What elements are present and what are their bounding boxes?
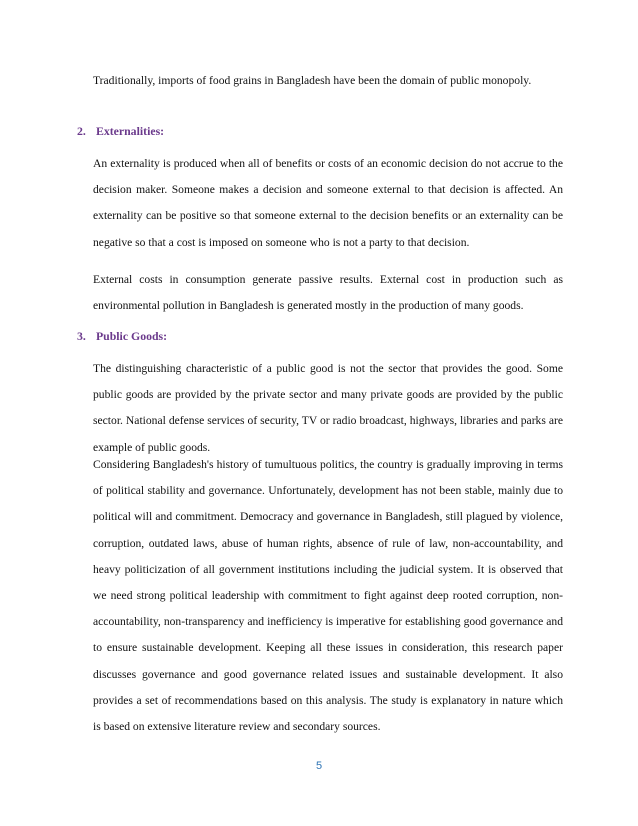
heading-title: Public Goods: [95, 329, 168, 343]
heading-title: Externalities: [95, 124, 165, 138]
paragraph-public-good-definition: The distinguishing characteristic of a public good is not the sector that provides the good. Some public goods are provided by the private sector and many private goods are provided by the public sector. National defense services of security, TV or radio broadcast, highways, libraries and parks are example of public goods. [93, 362, 563, 454]
paragraph-imports: Traditionally, imports of food grains in Bangladesh have been the domain of public monopoly. [93, 74, 532, 87]
heading-number: 3. [77, 329, 86, 343]
paragraph-externality-definition: An externality is produced when all of benefits or costs of an economic decision do not accrue to the decision maker. Someone makes a decision and someone external to that decision is affected. An externality can be positive so that someone external to the decision benefits or an externality can be negative so that a cost is imposed on someone who is not a party to that decision. [93, 157, 563, 249]
heading-public-goods [77, 328, 167, 344]
heading-number: 2. [77, 124, 86, 138]
paragraph-governance: Considering Bangladesh's history of tumultuous politics, the country is gradually improving in terms of political stability and governance. Unfortunately, development has not been stable, mainly due to political will and commitment. Democracy and governance in Bangladesh, still plagued by violence, corruption, outdated laws, abuse of human rights, absence of rule of law, non-accountability, and heavy politicization of all government institutions including the judicial system. It is observed that we need strong political leadership with commitment to fight against deep rooted corruption, non-accountability, non-transparency and inefficiency is imperative for establishing good governance and to ensure sustainable development. Keeping all these issues in consideration, this research paper discusses governance and good governance related issues and sustainable development. It also provides a set of recommendations based on this analysis. The study is explanatory in nature which is based on extensive literature review and secondary sources. [93, 458, 563, 734]
heading-externalities [77, 123, 164, 139]
page-number: 5 [315, 760, 323, 772]
paragraph-external-costs: External costs in consumption generate passive results. External cost in production such as environmental pollution in Bangladesh is generated mostly in the production of many goods. [93, 273, 563, 313]
